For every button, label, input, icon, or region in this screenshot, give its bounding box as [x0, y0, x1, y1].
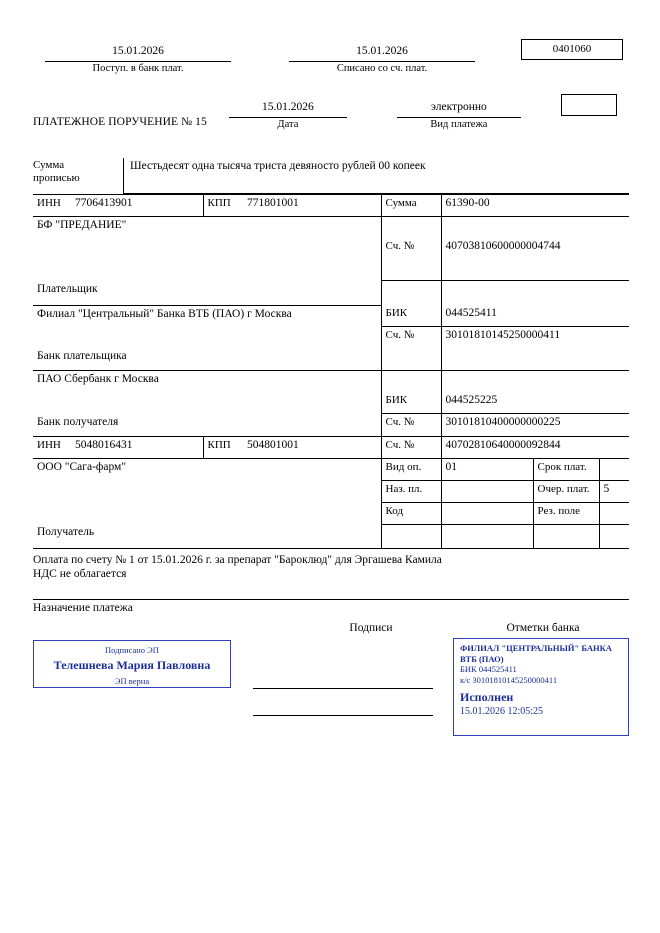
payee-account-value: 40702810640000092844 [441, 436, 629, 458]
payee-bank-account-value: 30101810400000000225 [441, 414, 629, 437]
payer-account-label-spacer [381, 217, 441, 239]
table-row [33, 281, 629, 306]
payer-bank-pad1 [381, 348, 441, 371]
date-received-caption: Поступ. в банк плат. [92, 63, 184, 74]
stamps-area [33, 640, 629, 760]
payee-kpp-value: 504801001 [243, 436, 381, 458]
payment-kind-value: электронно [397, 101, 521, 118]
payee-bank-bik-spacer2 [441, 371, 629, 393]
table-row [33, 414, 629, 437]
payer-bank-caption: Банк плательщика [33, 348, 381, 371]
payment-kind-caption: Вид платежа [430, 119, 488, 130]
payment-purpose-line1: Оплата по счету № 1 от 15.01.2026 г. за препарат "Бароклюд" для Эргашева Камила [33, 554, 442, 566]
payer-caption: Плательщик [33, 281, 381, 306]
payer-account-label: Сч. № [381, 238, 441, 259]
payee-reserve-label: Рез. поле [533, 502, 599, 524]
payer-inn-value: 7706413901 [71, 195, 203, 217]
sum-in-words-label-line1: Сумма [33, 159, 65, 171]
table-row [33, 195, 629, 217]
table-row [33, 524, 629, 549]
payment-purpose-line2: НДС не облагается [33, 568, 127, 580]
bank-marks-caption: Отметки банка [506, 622, 580, 634]
table-row [33, 436, 629, 458]
payee-reserve-value [599, 502, 629, 524]
payer-kpp-label: КПП [203, 195, 243, 217]
sum-in-words-value: Шестьдесят одна тысяча триста девяносто рублей 00 копеек [123, 158, 629, 194]
payee-caption-pad4 [599, 524, 629, 549]
payment-kind-cell [397, 101, 521, 130]
table-row [33, 458, 629, 480]
payee-caption-pad2 [441, 524, 533, 549]
sum-in-words-label-line2: прописью [33, 172, 80, 184]
table-row [33, 348, 629, 371]
date-written-off-cell [289, 45, 475, 74]
payer-account-pad [381, 259, 441, 281]
ep-stamp-line3: ЭП верна [114, 676, 150, 686]
payee-purpose-code-value [441, 480, 533, 502]
payee-account-label: Сч. № [381, 436, 441, 458]
payee-code-value [441, 502, 533, 524]
date-written-off-caption: Списано со сч. плат. [336, 63, 428, 74]
table-row [33, 371, 629, 393]
doc-date-caption: Дата [277, 119, 299, 130]
payer-caption-pad2 [441, 281, 629, 306]
bank-stamp-line2: ВТБ (ПАО) [460, 653, 504, 664]
date-received-value: 15.01.2026 [45, 45, 231, 62]
payer-bank-account-label: Сч. № [381, 327, 441, 349]
doc-date-value: 15.01.2026 [229, 101, 347, 118]
payee-bank-bik-label: БИК [381, 392, 441, 414]
payee-inn-value: 5048016431 [71, 436, 203, 458]
ep-stamp-signer-name: Телешнева Мария Павловна [53, 658, 211, 672]
payer-name: БФ "ПРЕДАНИЕ" [33, 217, 381, 281]
payer-account-value: 40703810600000004744 [445, 240, 561, 252]
signature-line-2 [253, 689, 433, 716]
signatures-caption: Подписи [349, 622, 393, 634]
payee-kpp-label: КПП [203, 436, 243, 458]
payer-bank-pad2 [441, 348, 629, 371]
payee-caption-pad1 [381, 524, 441, 549]
payee-term-label: Срок плат. [533, 458, 599, 480]
payee-caption-pad3 [533, 524, 599, 549]
payer-account-spacer [441, 217, 629, 239]
payer-sum-value: 61390-00 [441, 195, 629, 217]
bank-stamp-datetime: 15.01.2026 12:05:25 [460, 705, 544, 717]
payer-account-pad2 [441, 259, 629, 281]
bank-stamp-line1: ФИЛИАЛ "ЦЕНТРАЛЬНЫЙ" БАНКА [460, 643, 612, 653]
table-row [33, 305, 629, 327]
payment-purpose-text [33, 549, 629, 599]
payee-order-label: Очер. плат. [533, 480, 599, 502]
payer-kpp-value: 771801001 [243, 195, 381, 217]
date-received-cell [45, 45, 231, 74]
payee-bank-bik-spacer [381, 371, 441, 393]
ep-stamp-line1: Подписано ЭП [105, 645, 159, 655]
payee-bank-name: ПАО Сбербанк г Москва [33, 371, 381, 414]
form-code-box: 0401060 [521, 39, 623, 60]
table-row [33, 217, 629, 239]
payee-inn-label: ИНН [33, 436, 71, 458]
requisites-table [33, 194, 629, 549]
payee-bank-caption: Банк получателя [33, 414, 381, 437]
signature-lines [253, 662, 433, 716]
bank-execution-stamp [453, 638, 629, 736]
payer-caption-pad1 [381, 281, 441, 306]
payer-bank-name: Филиал "Центральный" Банка ВТБ (ПАО) г Москва [33, 305, 381, 348]
sum-in-words-row [33, 158, 629, 194]
sum-in-words-label [33, 158, 123, 194]
payee-term-value [599, 458, 629, 480]
payee-purpose-code-label: Наз. пл. [381, 480, 441, 502]
page-title: ПЛАТЕЖНОЕ ПОРУЧЕНИЕ № 15 [33, 116, 207, 128]
payee-op-kind-value: 01 [441, 458, 533, 480]
payee-caption: Получатель [33, 524, 381, 549]
payment-order-document [33, 40, 629, 760]
payee-bank-account-label: Сч. № [381, 414, 441, 437]
title-row [33, 96, 629, 130]
payee-bank-bik-value: 044525225 [441, 392, 629, 414]
payee-name: ООО "Сага-фарм" [33, 458, 381, 524]
electronic-signature-stamp [33, 640, 231, 688]
footer-left-spacer [33, 622, 285, 634]
payer-sum-label: Сумма [381, 195, 441, 217]
payee-op-kind-label: Вид оп. [381, 458, 441, 480]
payer-bank-bik-label: БИК [381, 305, 441, 327]
signature-line-1 [253, 662, 433, 689]
payment-kind-code-box [561, 94, 617, 116]
top-dates-row [33, 40, 629, 74]
bank-stamp-status: Исполнен [460, 690, 514, 704]
payer-bank-account-value: 30101810145250000411 [445, 329, 561, 341]
payer-bank-bik-value: 044525411 [441, 305, 629, 327]
footer-captions-row [33, 622, 629, 634]
payment-purpose-caption: Назначение платежа [33, 602, 133, 614]
payee-code-label: Код [381, 502, 441, 524]
payer-inn-label: ИНН [33, 195, 71, 217]
bank-stamp-bik: БИК 044525411 [460, 664, 517, 674]
date-written-off-value: 15.01.2026 [289, 45, 475, 62]
doc-date-cell [229, 101, 347, 130]
bank-stamp-corr-account: к/с 30101810145250000411 [460, 674, 558, 685]
payee-order-value: 5 [599, 480, 629, 502]
